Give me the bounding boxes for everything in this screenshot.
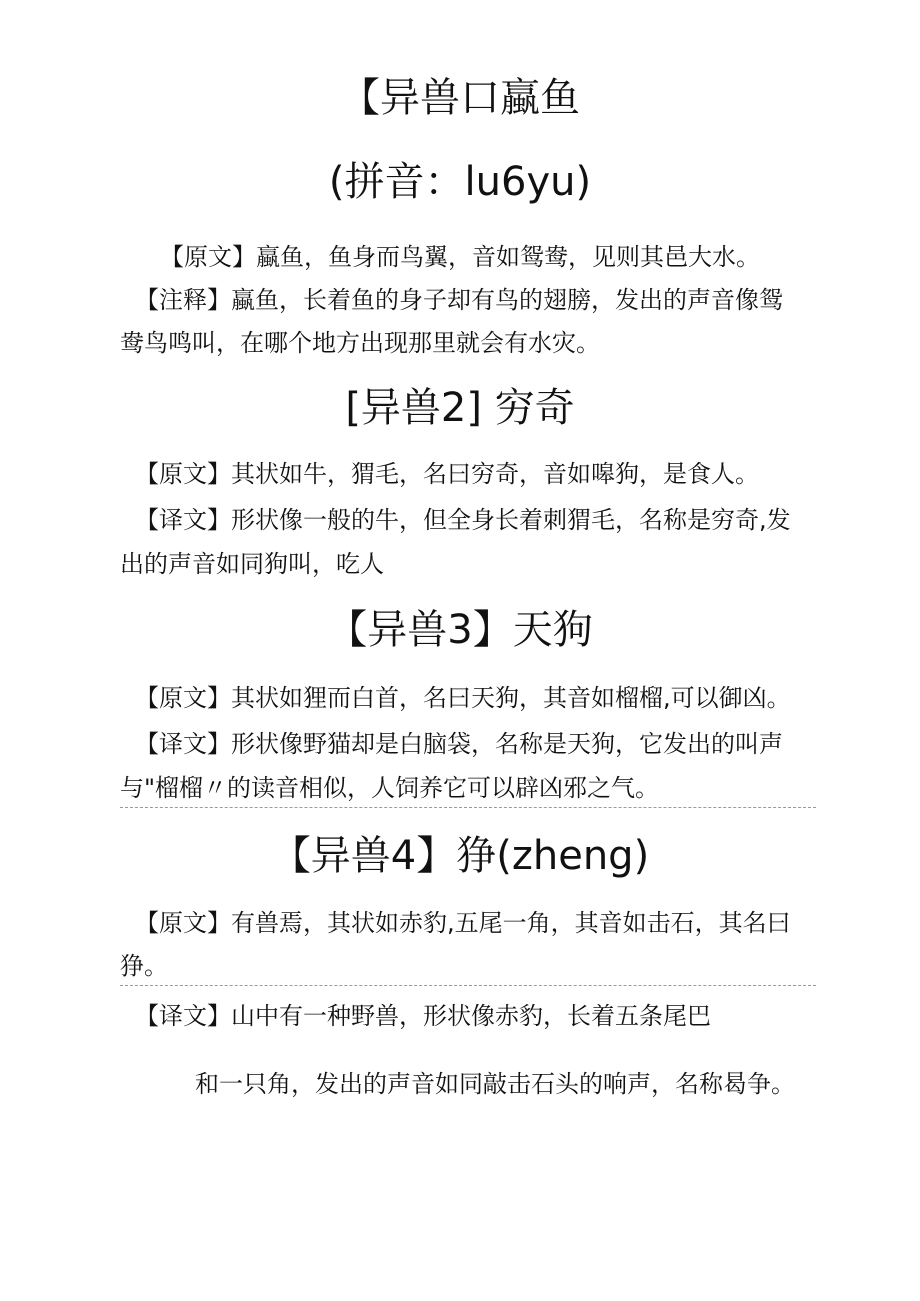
- section-4-translation-text: 【译文】山中有一种野兽，形状像赤豹，长着五条尾巴: [135, 1002, 711, 1030]
- section-4-title: 【异兽4】狰(zheng): [270, 833, 650, 879]
- section-4-original-text: 【原文】有兽焉，其状如赤豹,五尾一角，其音如击石，其名曰: [135, 909, 791, 937]
- divider-line: [120, 985, 816, 986]
- section-1-annotation-text: 【注释】蠃鱼，长着鱼的身子却有鸟的翅膀，发出的声音像鸳: [135, 286, 783, 314]
- section-2-translation-continued: 出的声音如同狗叫，吃人: [120, 550, 384, 578]
- section-1-original-text: 【原文】蠃鱼，鱼身而鸟翼，音如鸳鸯，见则其邑大水。: [160, 243, 760, 271]
- section-2-title: [异兽2] 穷奇: [345, 385, 575, 431]
- section-4-translation-continued: 和一只角，发出的声音如同敲击石头的响声，名称曷争。: [195, 1070, 795, 1098]
- section-3-translation-continued: 与"榴榴〃的读音相似，人饲养它可以辟凶邪之气。: [120, 774, 660, 802]
- section-1-annotation-continued: 鸯鸟鸣叫，在哪个地方出现那里就会有水灾。: [120, 329, 600, 357]
- section-3-title: 【异兽3】天狗: [327, 607, 593, 653]
- section-1-title: 【异兽口蠃鱼: [340, 75, 580, 121]
- divider-line: [120, 807, 816, 808]
- section-3-original-text: 【原文】其状如狸而白首，名曰天狗，其音如榴榴,可以御凶。: [135, 684, 791, 712]
- section-4-original-continued: 狰。: [120, 952, 168, 980]
- section-2-translation-text: 【译文】形状像一般的牛，但全身长着刺猬毛，名称是穷奇,发: [135, 506, 791, 534]
- section-1-pinyin: (拼音：lu6yu): [328, 159, 592, 205]
- section-3-translation-text: 【译文】形状像野猫却是白脑袋，名称是天狗，它发出的叫声: [135, 730, 783, 758]
- section-2-original-text: 【原文】其状如牛，猬毛，名曰穷奇，音如嗥狗，是食人。: [135, 460, 759, 488]
